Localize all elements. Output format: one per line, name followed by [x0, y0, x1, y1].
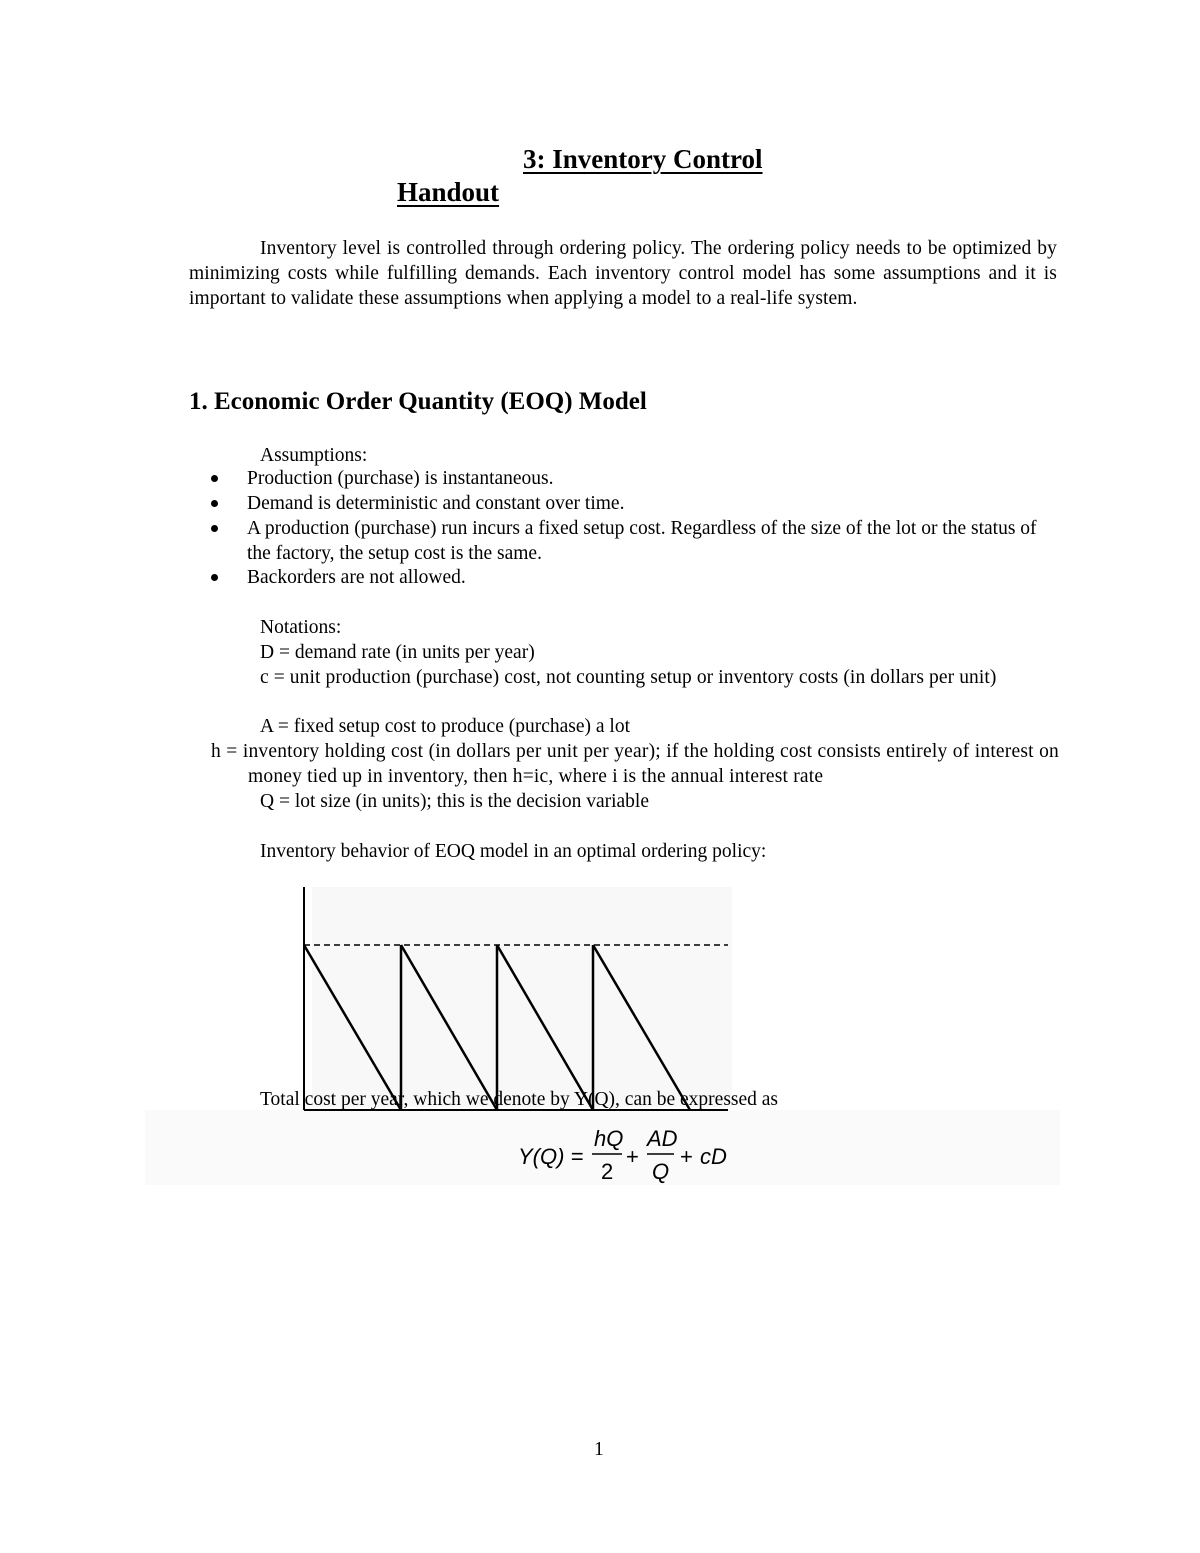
- notation-c: c = unit production (purchase) cost, not counting setup or inventory costs (in dollars per unit): [260, 667, 997, 688]
- formula-term1-den: 2: [601, 1159, 614, 1184]
- total-cost-text: Total cost per year, which we denote by Y(Q), can be expressed as: [260, 1089, 779, 1110]
- notation-Q: Q = lot size (in units); this is the decision variable: [260, 791, 650, 812]
- assumption-item: Production (purchase) is instantaneous.: [247, 468, 554, 489]
- formula-plus-1: +: [626, 1144, 639, 1169]
- notations-label: Notations:: [260, 617, 342, 638]
- behavior-label: Inventory behavior of EOQ model in an optimal ordering policy:: [260, 841, 767, 862]
- assumption-item: Backorders are not allowed.: [247, 567, 466, 588]
- section-heading: 1. Economic Order Quantity (EOQ) Model: [189, 388, 647, 415]
- notation-A: A = fixed setup cost to produce (purchase) a lot: [260, 716, 631, 737]
- page-title-line2: Handout: [397, 177, 500, 207]
- assumption-item: A production (purchase) run incurs a fixed setup cost. Regardless of the size of the lot or the status of the factory, the setup cost is the same.: [247, 518, 1037, 564]
- formula-term3: cD: [700, 1144, 727, 1169]
- formula-term2-num: AD: [647, 1126, 678, 1151]
- notation-D: D = demand rate (in units per year): [260, 642, 535, 663]
- formula-plus-2: +: [680, 1144, 693, 1169]
- formula-lhs: Y(Q) =: [518, 1144, 584, 1169]
- assumptions-label: Assumptions:: [260, 445, 368, 466]
- formula-term1-num: hQ: [594, 1126, 624, 1151]
- notation-h-text: h = inventory holding cost (in dollars per unit per year); if the holding cost consists entirely of interest on money tied up in inventory, then h=ic, where i is the annual interest rate: [211, 741, 1059, 787]
- assumption-item: Demand is deterministic and constant over time.: [247, 493, 625, 514]
- page-title-line1: 3: Inventory Control: [523, 144, 763, 174]
- formula-term2-den: Q: [652, 1159, 670, 1184]
- page-number: 1: [594, 1439, 604, 1460]
- intro-text: Inventory level is controlled through ordering policy. The ordering policy needs to be optimized by minimizing costs while fulfilling demands. Each inventory control model has some assumptions and it is important to validate these assumptions when applying a model to a real-life system.: [189, 238, 1057, 309]
